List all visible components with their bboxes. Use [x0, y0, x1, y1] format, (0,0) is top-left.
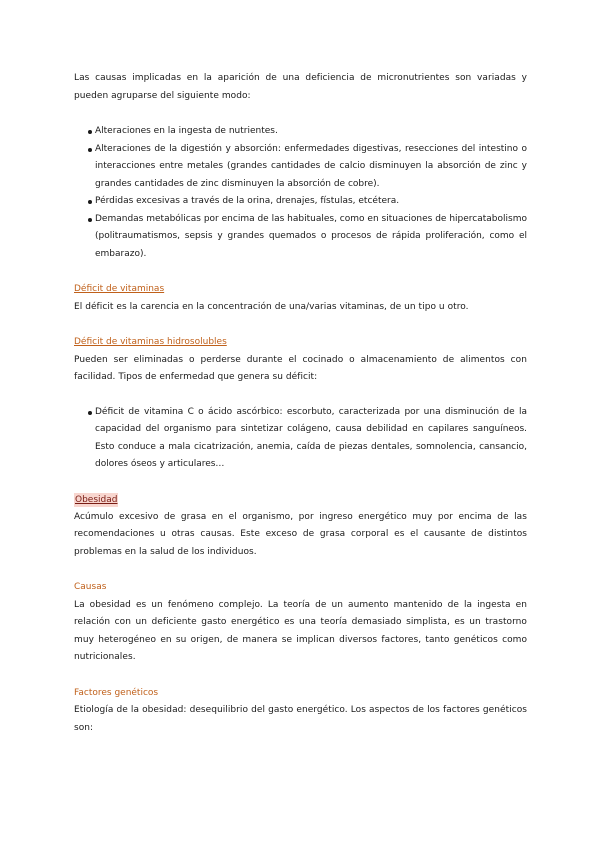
- section-factores-geneticos: [74, 685, 527, 738]
- vitamin-deficit-list: [74, 404, 527, 474]
- causes-list: [74, 123, 527, 263]
- list-item: [74, 141, 527, 194]
- list-item-text: Pérdidas excesivas a través de la orina, drenajes, fístulas, etcétera.: [95, 196, 400, 206]
- section-heading-factores-geneticos: Factores genéticos: [74, 687, 159, 698]
- section-causas: [74, 579, 527, 667]
- list-item: [74, 404, 527, 474]
- section-body: Pueden ser eliminadas o perderse durante el cocinado o almacenamiento de alimentos con facilidad. Tipos de enfermedad que genera su déficit:: [74, 354, 527, 382]
- section-heading-obesidad: Obesidad: [75, 494, 118, 505]
- list-item: [74, 193, 527, 211]
- section-body: Acúmulo excesivo de grasa en el organismo, por ingreso energético muy por encima de las recomendaciones u otras causas. Este exceso de grasa corporal es el causante de distintos problemas en la salud de los individuos.: [74, 511, 527, 557]
- list-item-text: Alteraciones de la digestión y absorción: enfermedades digestivas, resecciones del intestino o interacciones entre metales (grandes cantidades de calcio disminuyen la absorción de zinc y grandes cantidades de zinc disminuyen la absorción de cobre).: [95, 143, 527, 189]
- list-item: [74, 123, 527, 141]
- list-item-text: Alteraciones en la ingesta de nutrientes.: [95, 126, 278, 136]
- list-item-text: Déficit de vitamina C o ácido ascórbico: escorbuto, caracterizada por una disminución de la capacidad del organismo para sintetizar colágeno, causa debilidad en capilares sanguíneos. Esto conduce a mala cicatrización, anemia, caída de piezas dentales, somnolencia, cansancio, dolores óseos y articulares…: [95, 406, 527, 469]
- list-item-text: Demandas metabólicas por encima de las habituales, como en situaciones de hipercatabolismo (politraumatismos, sepsis y grandes quemados o procesos de rápida proliferación, como el embarazo).: [95, 213, 527, 259]
- section-heading-deficit-vitaminas[interactable]: Déficit de vitaminas: [74, 284, 165, 294]
- section-deficit-hidrosolubles: [74, 334, 527, 474]
- section-body: El déficit es la carencia en la concentración de una/varias vitaminas, de un tipo u otro.: [74, 301, 469, 312]
- document-page: [74, 70, 527, 737]
- list-item: [74, 211, 527, 264]
- section-heading-causas: Causas: [74, 582, 107, 592]
- section-obesidad: [74, 493, 527, 562]
- section-deficit-vitaminas: [74, 281, 527, 316]
- section-heading-deficit-hidrosolubles[interactable]: Déficit de vitaminas hidrosolubles: [74, 337, 227, 347]
- section-body: La obesidad es un fenómeno complejo. La teoría de un aumento mantenido de la ingesta en relación con un deficiente gasto energético es una teoría demasiado simplista, es un trastorno muy heterogéneo en su origen, de manera se implican diversos factores, tanto genéticos como nutricionales.: [74, 599, 527, 662]
- section-body: Etiología de la obesidad: desequilibrio del gasto energético. Los aspectos de los factores genéticos son:: [74, 705, 527, 733]
- intro-paragraph: Las causas implicadas en la aparición de una deficiencia de micronutrientes son variadas y pueden agruparse del siguiente modo:: [74, 73, 527, 101]
